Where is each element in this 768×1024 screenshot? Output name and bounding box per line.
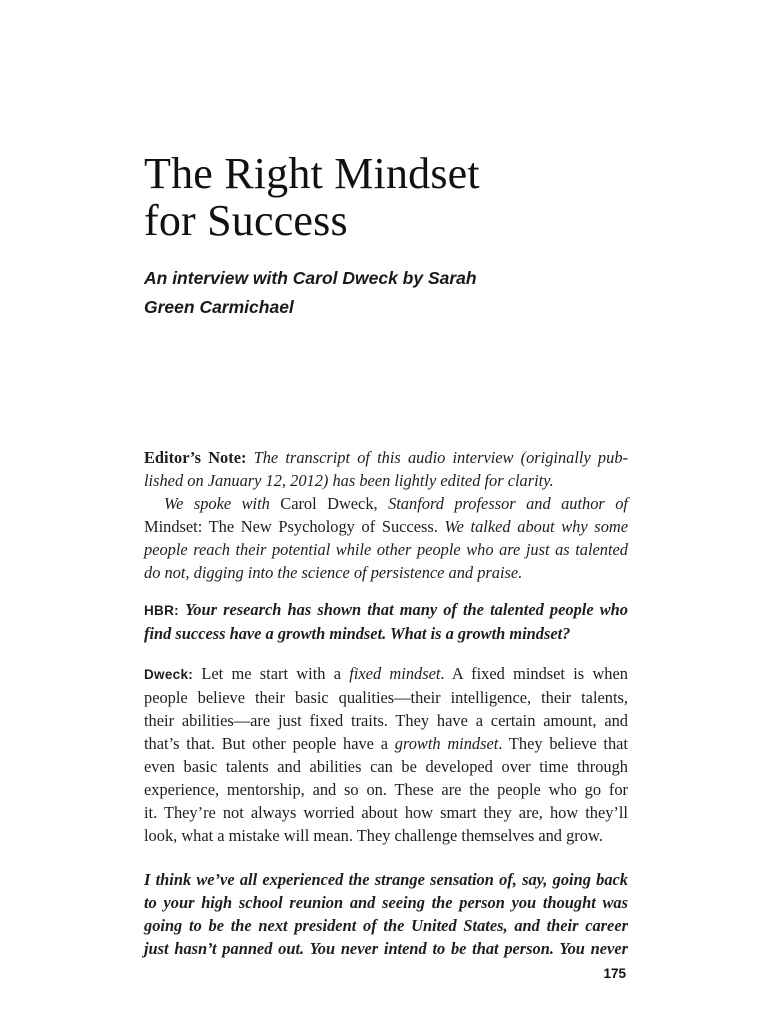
chapter-title-line-2: for Success	[144, 196, 348, 245]
answer-line: that’s that. But other people have a growth mindset. They believe that	[144, 734, 628, 753]
answer-1	[144, 662, 628, 847]
question-line: going to be the next president of the United States, and their career	[144, 916, 628, 935]
page-number: 175	[603, 966, 626, 981]
book-title: Mindset: The New Psychology of Success.	[144, 517, 445, 536]
question-line: I think we’ve all experienced the strange sensation of, say, going back	[144, 870, 628, 889]
editors-note-line: people reach their potential while other people who are just as talented	[144, 540, 628, 559]
editors-note-line: do not, digging into the science of persistence and praise.	[144, 563, 523, 582]
question-line: just hasn’t panned out. You never intend to be that person. You never	[144, 939, 628, 958]
chapter-subtitle-line-1: An interview with Carol Dweck by Sarah	[144, 268, 477, 288]
answer-line: experience, mentorship, and so on. These are the people who go for	[144, 780, 628, 799]
editors-note-label: Editor’s Note:	[144, 448, 247, 467]
editors-note-line: Mindset: The New Psychology of Success. We talked about why some	[144, 517, 628, 536]
chapter-title	[144, 150, 480, 244]
answer-line: their abilities—are just fixed traits. They have a certain amount, and	[144, 711, 628, 730]
editors-note	[144, 446, 628, 584]
editors-note-line: lished on January 12, 2012) has been lightly edited for clarity.	[144, 471, 554, 490]
chapter-subtitle	[144, 264, 477, 322]
question-1	[144, 598, 628, 645]
chapter-title-line-1: The Right Mindset	[144, 149, 480, 198]
chapter-subtitle-line-2: Green Carmichael	[144, 297, 294, 317]
speaker-label-dweck: Dweck:	[144, 667, 194, 682]
question-line: HBR: Your research has shown that many of the talented people who	[144, 600, 628, 619]
answer-line: Dweck: Let me start with a fixed mindset. A fixed mindset is when	[144, 664, 628, 683]
answer-line: look, what a mistake will mean. They challenge themselves and grow.	[144, 826, 603, 845]
speaker-label-hbr: HBR:	[144, 603, 179, 618]
editors-note-line: We spoke with Carol Dweck, Stanford professor and author of	[164, 494, 628, 513]
editors-note-line: Editor’s Note: The transcript of this audio interview (originally pub-	[144, 448, 628, 467]
question-line: to your high school reunion and seeing the person you thought was	[144, 893, 628, 912]
answer-line: it. They’re not always worried about how smart they are, how they’ll	[144, 803, 628, 822]
question-2	[144, 868, 628, 960]
question-line: find success have a growth mindset. What is a growth mindset?	[144, 624, 571, 643]
answer-line: even basic talents and abilities can be developed over time through	[144, 757, 628, 776]
answer-line: people believe their basic qualities—their intelligence, their talents,	[144, 688, 628, 707]
